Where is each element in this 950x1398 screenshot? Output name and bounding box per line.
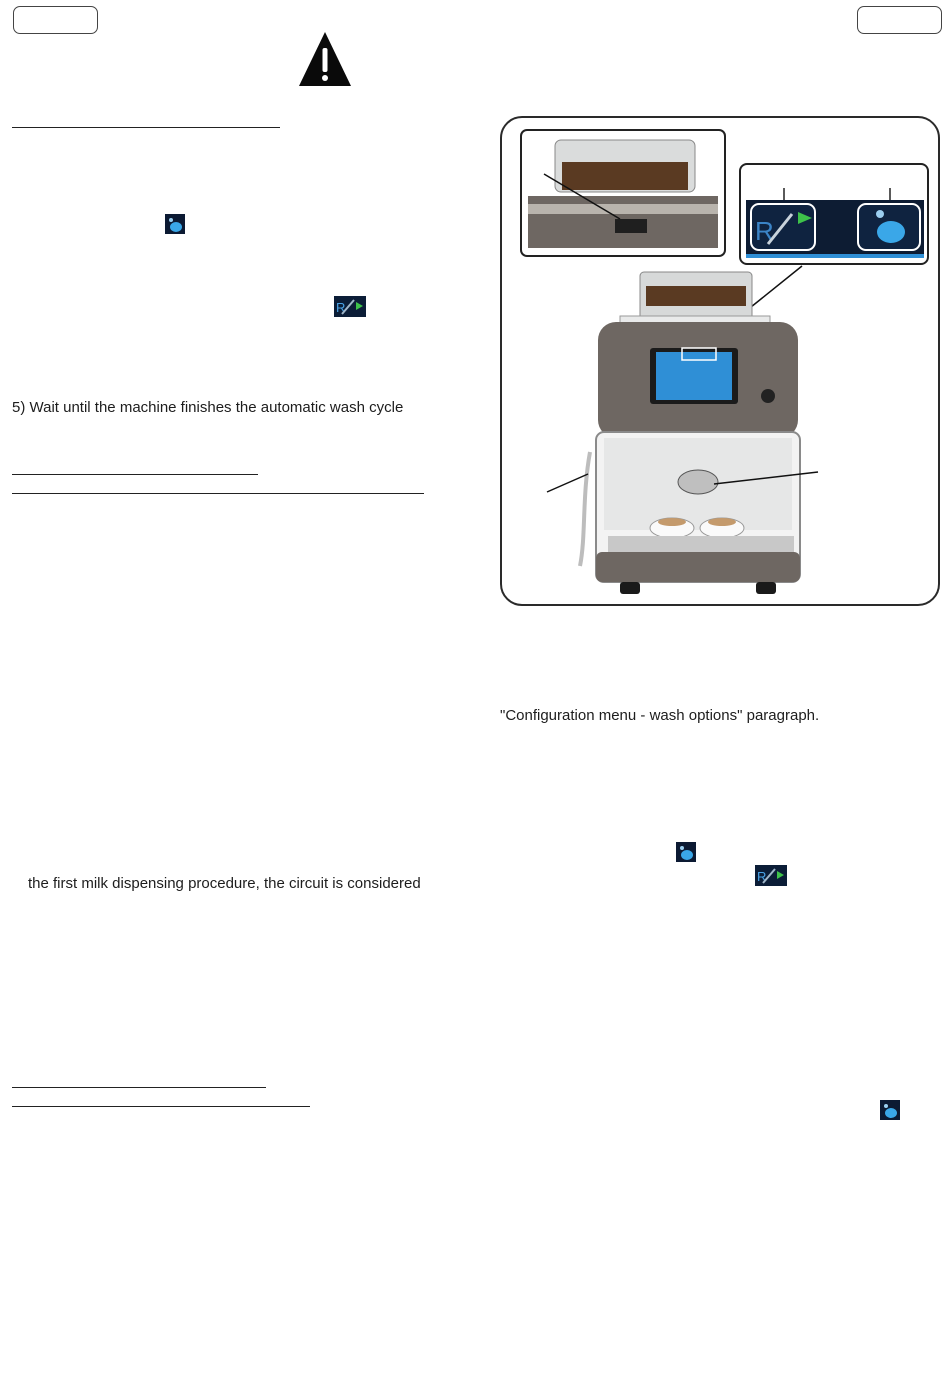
milk-wash-icon (880, 1100, 900, 1120)
header-tab-left (13, 6, 98, 34)
section-divider-3 (12, 1106, 310, 1107)
section-divider-2 (12, 493, 424, 494)
rinse-program-icon (334, 296, 366, 317)
section-underline-3 (12, 1087, 266, 1088)
svg-text:R: R (757, 869, 767, 884)
step-5-text: 5) Wait until the machine finishes the automatic wash cycle (12, 399, 404, 416)
milk-circuit-text: the first milk dispensing procedure, the circuit is considered (28, 875, 421, 892)
machine-illustration (500, 116, 940, 606)
section-underline-1 (12, 127, 280, 128)
machine-body (580, 272, 800, 594)
display-inset (740, 164, 928, 264)
svg-text:R: R (336, 300, 346, 315)
milk-wash-icon (165, 214, 185, 234)
header-tab-right (857, 6, 942, 34)
rinse-program-icon (755, 865, 787, 886)
hopper-inset (521, 130, 725, 256)
config-reference-text: "Configuration menu - wash options" paragraph. (500, 707, 820, 724)
milk-wash-icon (676, 842, 696, 862)
section-underline-2 (12, 474, 258, 475)
warning-triangle-icon (297, 30, 353, 88)
svg-text:R: R (755, 216, 774, 246)
